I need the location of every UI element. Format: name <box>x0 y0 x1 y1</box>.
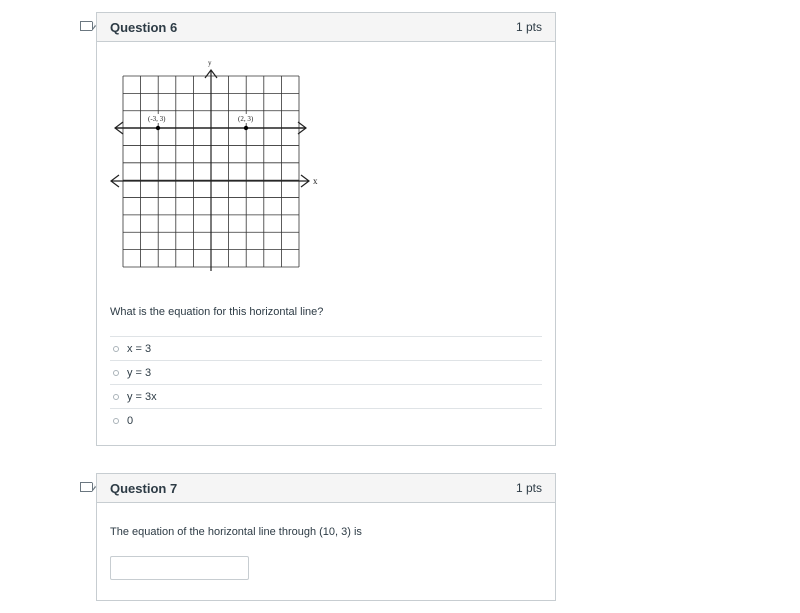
point-a-label: (-3, 3) <box>148 115 166 123</box>
radio-button[interactable] <box>113 370 119 376</box>
point-b-label: (2, 3) <box>238 115 254 123</box>
answer-label: x = 3 <box>127 342 152 355</box>
graph-svg <box>109 56 324 271</box>
question-6 <box>96 12 556 446</box>
answer-option[interactable] <box>110 384 542 408</box>
question-prompt: What is the equation for this horizontal line? <box>110 306 324 318</box>
coordinate-graph <box>109 56 324 271</box>
answer-list <box>110 336 542 432</box>
point-b <box>244 126 248 130</box>
radio-button[interactable] <box>113 418 119 424</box>
question-points: 1 pts <box>515 481 542 495</box>
question-title: Question 7 <box>110 480 178 496</box>
radio-button[interactable] <box>113 394 119 400</box>
point-a <box>156 126 160 130</box>
radio-button[interactable] <box>113 346 119 352</box>
question-prompt: The equation of the horizontal line through (10, 3) is <box>110 526 362 538</box>
answer-option[interactable] <box>110 360 542 384</box>
flag-question-icon[interactable] <box>80 482 92 492</box>
y-axis-label: y <box>208 59 212 67</box>
answer-label: y = 3x <box>127 390 157 403</box>
question-7 <box>96 473 556 601</box>
question-title: Question 6 <box>110 19 178 35</box>
answer-label: y = 3 <box>127 366 152 379</box>
question-header <box>97 474 555 503</box>
answer-option[interactable] <box>110 408 542 432</box>
flag-question-icon[interactable] <box>80 21 92 31</box>
answer-input[interactable] <box>110 556 249 580</box>
answer-label: 0 <box>127 414 134 427</box>
answer-option[interactable] <box>110 336 542 360</box>
question-header <box>97 13 555 42</box>
question-points: 1 pts <box>515 20 542 34</box>
x-axis-label: x <box>313 176 318 186</box>
